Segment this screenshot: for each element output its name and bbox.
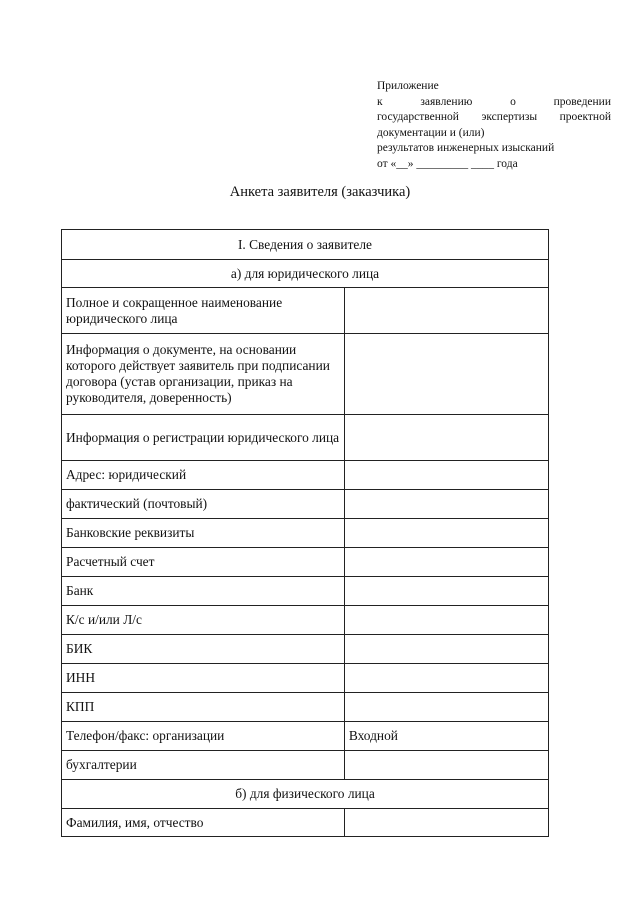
field-label: бухгалтерии [62,751,345,780]
field-label: К/с и/или Л/с [62,606,345,635]
field-value[interactable] [344,334,548,415]
table-row [62,722,549,751]
appendix-block [377,79,611,172]
field-label: КПП [62,693,345,722]
table-row [62,415,549,461]
field-value[interactable] [344,490,548,519]
section-header: I. Сведения о заявителе [62,230,549,260]
field-label: Адрес: юридический [62,461,345,490]
table-row [62,693,549,722]
appendix-line: к заявлению о проведении [377,95,611,108]
subsection-legal-header: а) для юридического лица [62,260,549,288]
table-row [62,809,549,837]
field-value[interactable] [344,415,548,461]
field-value[interactable] [344,288,548,334]
field-label: Информация о регистрации юридического лица [62,415,345,461]
field-label: фактический (почтовый) [62,490,345,519]
field-value[interactable] [344,548,548,577]
field-label: Информация о документе, на основании которого действует заявитель при подписании договора (устав организации, приказ на руководителя, доверенность) [62,334,345,415]
table-row [62,288,549,334]
field-label: Фамилия, имя, отчество [62,809,345,837]
table-row [62,751,549,780]
field-value[interactable] [344,751,548,780]
table-row [62,334,549,415]
field-label: БИК [62,635,345,664]
appendix-title: Приложение [377,80,439,92]
table-row [62,606,549,635]
appendix-date-line: от «__» _________ ____ года [377,157,518,170]
section-header-row [62,230,549,260]
subsection-person-header: б) для физического лица [62,780,549,809]
table-row [62,664,549,693]
subsection-header-row [62,780,549,809]
field-value[interactable] [344,606,548,635]
field-value[interactable] [344,809,548,837]
field-value[interactable] [344,461,548,490]
field-value[interactable]: Входной [344,722,548,751]
field-value[interactable] [344,664,548,693]
table-row [62,635,549,664]
appendix-line: результатов инженерных изысканий [377,142,555,154]
field-value[interactable] [344,519,548,548]
table-row [62,461,549,490]
field-value[interactable] [344,693,548,722]
field-label: Банк [62,577,345,606]
field-value[interactable] [344,577,548,606]
table-row [62,577,549,606]
field-label: ИНН [62,664,345,693]
field-label: Полное и сокращенное наименование юридического лица [62,288,345,334]
field-label: Расчетный счет [62,548,345,577]
appendix-line: документации и (или) [377,126,485,139]
subsection-header-row [62,260,549,288]
field-label: Банковские реквизиты [62,519,345,548]
table-row [62,519,549,548]
field-label: Телефон/факс: организации [62,722,345,751]
appendix-line: государственной экспертизы проектной [377,111,611,123]
field-value[interactable] [344,635,548,664]
table-row [62,548,549,577]
form-title: Анкета заявителя (заказчика) [229,184,411,200]
applicant-form-table [61,229,549,837]
table-row [62,490,549,519]
